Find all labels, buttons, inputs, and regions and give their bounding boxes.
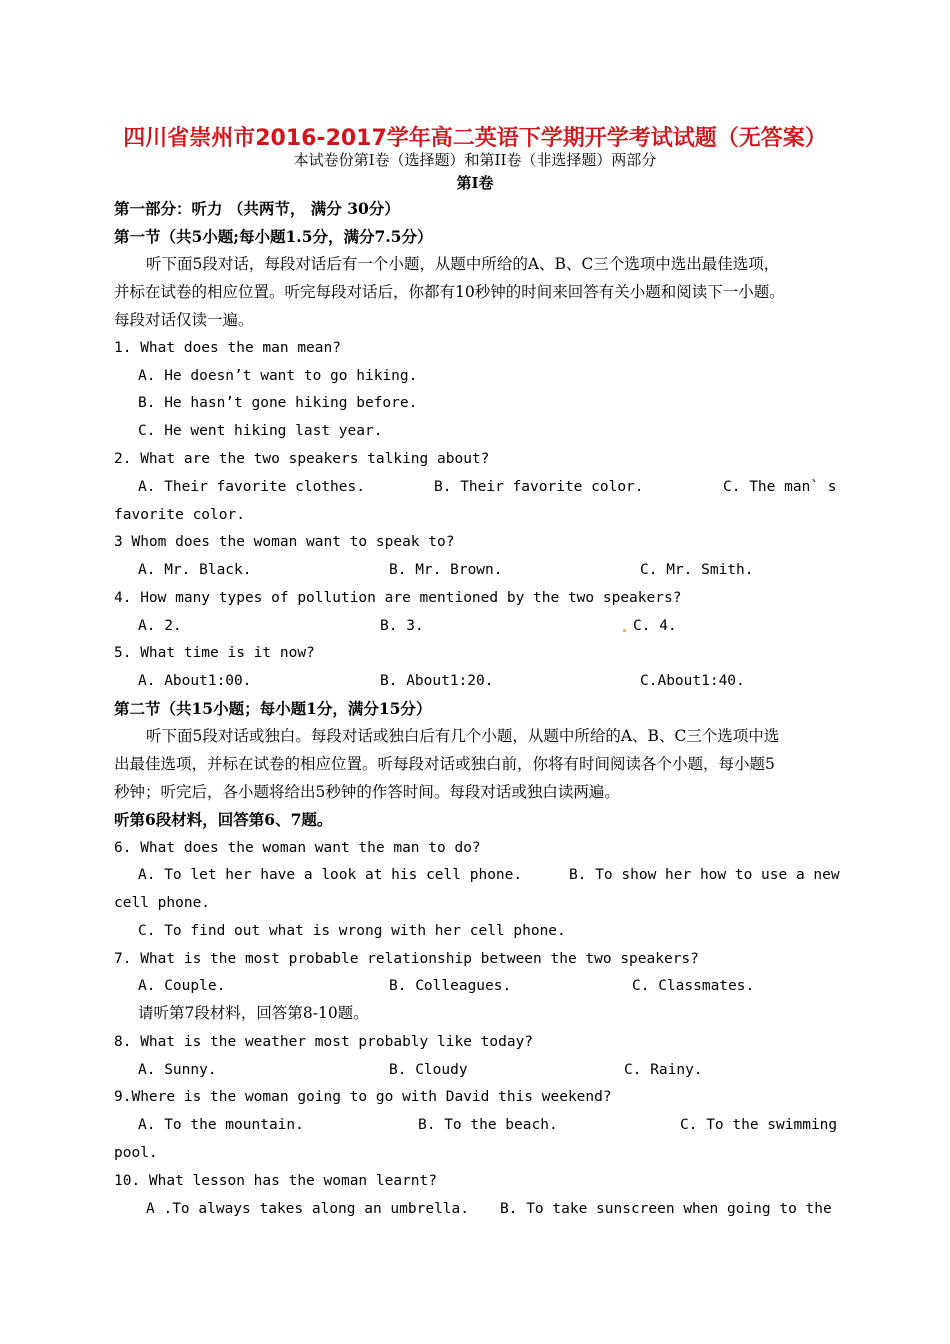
question-2-option-a: A. Their favorite clothes. [138,479,365,495]
question-6-option-a: A. To let her have a look at his cell phone. [138,867,523,883]
question-10-option-b: B. To take sunscreen when going to the [500,1201,832,1217]
section2-instructions-line-3: 秒钟；听完后，各小题将给出5秒钟的作答时间。每段对话或独白读两遍。 [114,783,620,801]
material-7-heading: 请听第7段材料，回答第8-10题。 [138,1004,369,1022]
question-3-option-b: B. Mr. Brown. [389,562,503,578]
question-8-option-b: B. Cloudy [389,1062,468,1078]
question-7-option-a: A. Couple. [138,978,226,994]
volume-heading: 第I卷 [456,174,494,192]
question-3-stem: 3 Whom does the woman want to speak to? [114,534,455,550]
question-3-option-a: A. Mr. Black. [138,562,252,578]
material-6-heading: 听第6段材料，回答第6、7题。 [114,810,333,829]
question-10-stem: 10. What lesson has the woman learnt? [114,1173,438,1189]
question-5-stem: 5. What time is it now? [114,645,315,661]
section1-heading: 第一节（共5小题;每小题1.5分，满分7.5分） [114,227,433,246]
section2-instructions-line-1: 听下面5段对话或独白。每段对话或独白后有几个小题，从题中所给的A、B、C三个选项中选 [146,727,780,745]
question-6-option-b: B. To show her how to use a new [569,867,840,883]
question-2-option-c-continued: favorite color. [114,507,245,523]
question-6-option-c: C. To find out what is wrong with her cell phone. [138,923,566,939]
stray-dot [623,629,626,632]
question-7-option-c: C. Classmates. [632,978,755,994]
question-8-option-c: C. Rainy. [624,1062,703,1078]
question-5-option-c: C.About1:40. [640,673,745,689]
question-6-stem: 6. What does the woman want the man to do? [114,840,481,856]
question-8-stem: 8. What is the weather most probably like today? [114,1034,534,1050]
section1-instructions-line-3: 每段对话仅读一遍。 [114,311,254,329]
question-4-option-b: B. 3. [380,618,424,634]
question-7-option-b: B. Colleagues. [389,978,512,994]
section2-instructions-line-2: 出最佳选项，并标在试卷的相应位置。听每段对话或独白前，你将有时间阅读各个小题，每小题5 [114,755,775,773]
question-4-option-a: A. 2. [138,618,182,634]
question-2-stem: 2. What are the two speakers talking about? [114,451,490,467]
question-1-option-b: B. He hasn’t gone hiking before. [138,395,418,411]
exam-title: 四川省崇州市2016-2017学年高二英语下学期开学考试试题（无答案） [123,126,827,151]
question-9-option-c-continued: pool. [114,1145,158,1161]
question-2-option-c: C. The man` s [723,479,837,495]
question-1-option-a: A. He doesn’t want to go hiking. [138,368,418,384]
question-3-option-c: C. Mr. Smith. [640,562,754,578]
question-5-option-b: B. About1:20. [380,673,494,689]
question-5-option-a: A. About1:00. [138,673,252,689]
question-4-option-c: C. 4. [633,618,677,634]
question-9-option-c: C. To the swimming [680,1117,838,1133]
question-9-option-b: B. To the beach. [418,1117,558,1133]
question-4-stem: 4. How many types of pollution are mentioned by the two speakers? [114,590,682,606]
section1-instructions-line-1: 听下面5段对话，每段对话后有一个小题，从题中所给的A、B、C三个选项中选出最佳选项， [146,255,780,273]
section1-instructions-line-2: 并标在试卷的相应位置。听完每段对话后，你都有10秒钟的时间来回答有关小题和阅读下一小题。 [114,283,785,301]
question-8-option-a: A. Sunny. [138,1062,217,1078]
exam-subtitle: 本试卷份第I卷（选择题）和第II卷（非选择题）两部分 [293,151,657,169]
question-1-stem: 1. What does the man mean? [114,340,341,356]
question-9-stem: 9.Where is the woman going to go with David this weekend? [114,1089,612,1105]
question-10-option-a: A .To always takes along an umbrella. [146,1201,470,1217]
section2-heading: 第二节（共15小题；每小题1分，满分15分） [114,699,432,718]
question-1-option-c: C. He went hiking last year. [138,423,383,439]
question-7-stem: 7. What is the most probable relationship between the two speakers? [114,951,699,967]
question-9-option-a: A. To the mountain. [138,1117,304,1133]
part1-heading: 第一部分：听力 （共两节， 满分 30分） [114,199,400,218]
question-6-option-b-continued: cell phone. [114,895,211,911]
question-2-option-b: B. Their favorite color. [434,479,644,495]
